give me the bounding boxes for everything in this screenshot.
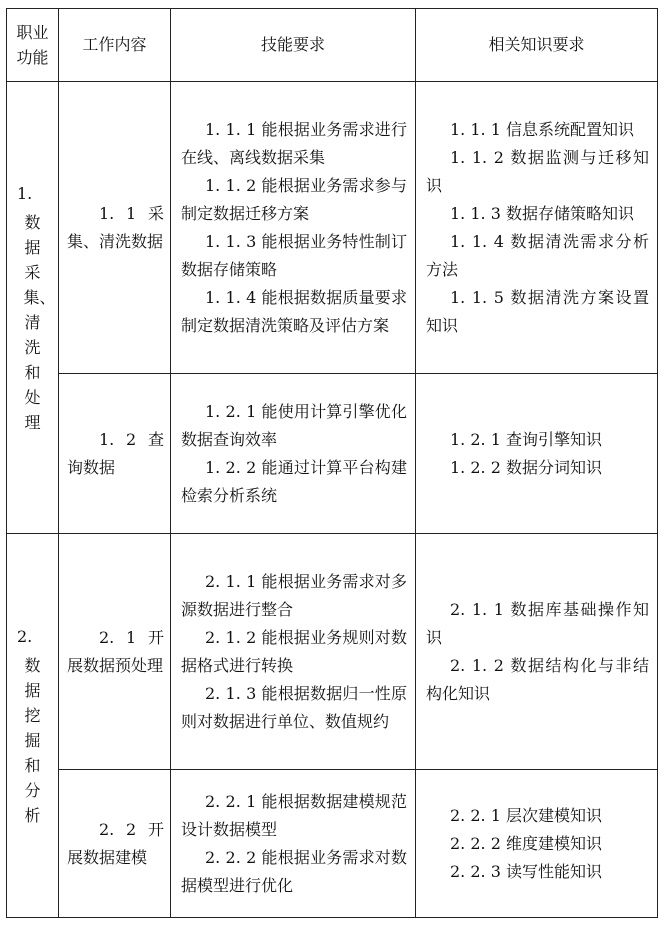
skill-item: 2. 1. 3 能根据数据归一性原则对数据进行单位、数值规约 (181, 683, 407, 731)
skill-item: 1. 1. 2 能根据业务需求参与制定数据迁移方案 (181, 175, 407, 223)
knowledge-item: 2. 2. 2 维度建模知识 (450, 833, 602, 853)
knowledge-item: 1. 1. 3 数据存储策略知识 (450, 203, 634, 223)
header-knowledge: 相关知识要求 (416, 9, 658, 82)
knowledge-item: 1. 2. 1 查询引擎知识 (450, 429, 602, 449)
header-function: 职业功能 (7, 9, 59, 82)
work-cell: 1. 1 采集、清洗数据 (59, 82, 171, 374)
knowledge-item: 2. 1. 1 数据库基础操作知识 (426, 599, 649, 647)
skills-standard-table (6, 8, 658, 918)
knowledge-cell (416, 82, 658, 374)
knowledge-cell (416, 770, 658, 918)
work-cell: 2. 1 开 展数据预处理 (59, 534, 171, 770)
work-cell: 1. 2 查 询数据 (59, 374, 171, 534)
skills-cell (171, 374, 416, 534)
skill-item: 1. 2. 1 能使用计算引擎优化数据查询效率 (181, 401, 407, 449)
knowledge-item: 2. 2. 3 读写性能知识 (450, 861, 602, 881)
knowledge-cell (416, 534, 658, 770)
knowledge-cell (416, 374, 658, 534)
skills-cell (171, 770, 416, 918)
skill-item: 1. 2. 2 能通过计算平台构建检索分析系统 (181, 457, 407, 505)
function-number: 2. (17, 627, 33, 646)
knowledge-item: 2. 2. 1 层次建模知识 (450, 805, 602, 825)
skill-item: 1. 1. 3 能根据业务特性制订数据存储策略 (181, 231, 407, 279)
knowledge-item: 1. 1. 4 数据清洗需求分析方法 (426, 231, 649, 279)
function-number: 1. (17, 184, 33, 203)
header-row (7, 9, 658, 82)
function-title: 数据采集、清洗和处理 (23, 213, 56, 432)
header-work: 工作内容 (59, 9, 171, 82)
skills-cell (171, 82, 416, 374)
knowledge-item: 1. 1. 2 数据监测与迁移知识 (426, 147, 649, 195)
skill-item: 1. 1. 4 能根据数据质量要求制定数据清洗策略及评估方案 (181, 287, 407, 335)
table-row (7, 374, 658, 534)
function-cell-2 (7, 534, 59, 918)
table-row (7, 534, 658, 770)
table-row (7, 770, 658, 918)
knowledge-item: 1. 1. 1 信息系统配置知识 (450, 119, 634, 139)
knowledge-item: 2. 1. 2 数据结构化与非结构化知识 (426, 655, 649, 703)
knowledge-item: 1. 2. 2 数据分词知识 (450, 457, 602, 477)
table-row (7, 82, 658, 374)
skill-item: 2. 2. 1 能根据数据建模规范设计数据模型 (181, 791, 407, 839)
skill-item: 1. 1. 1 能根据业务需求进行在线、离线数据采集 (181, 119, 407, 167)
function-title: 数据挖掘和分析 (24, 656, 41, 825)
header-skills: 技能要求 (171, 9, 416, 82)
skill-item: 2. 2. 2 能根据业务需求对数据模型进行优化 (181, 847, 407, 895)
knowledge-item: 1. 1. 5 数据清洗方案设置知识 (426, 287, 649, 335)
skill-item: 2. 1. 2 能根据业务规则对数据格式进行转换 (181, 627, 407, 675)
function-cell-1 (7, 82, 59, 534)
work-cell: 2. 2 开 展数据建模 (59, 770, 171, 918)
skills-cell (171, 534, 416, 770)
skill-item: 2. 1. 1 能根据业务需求对多源数据进行整合 (181, 571, 407, 619)
